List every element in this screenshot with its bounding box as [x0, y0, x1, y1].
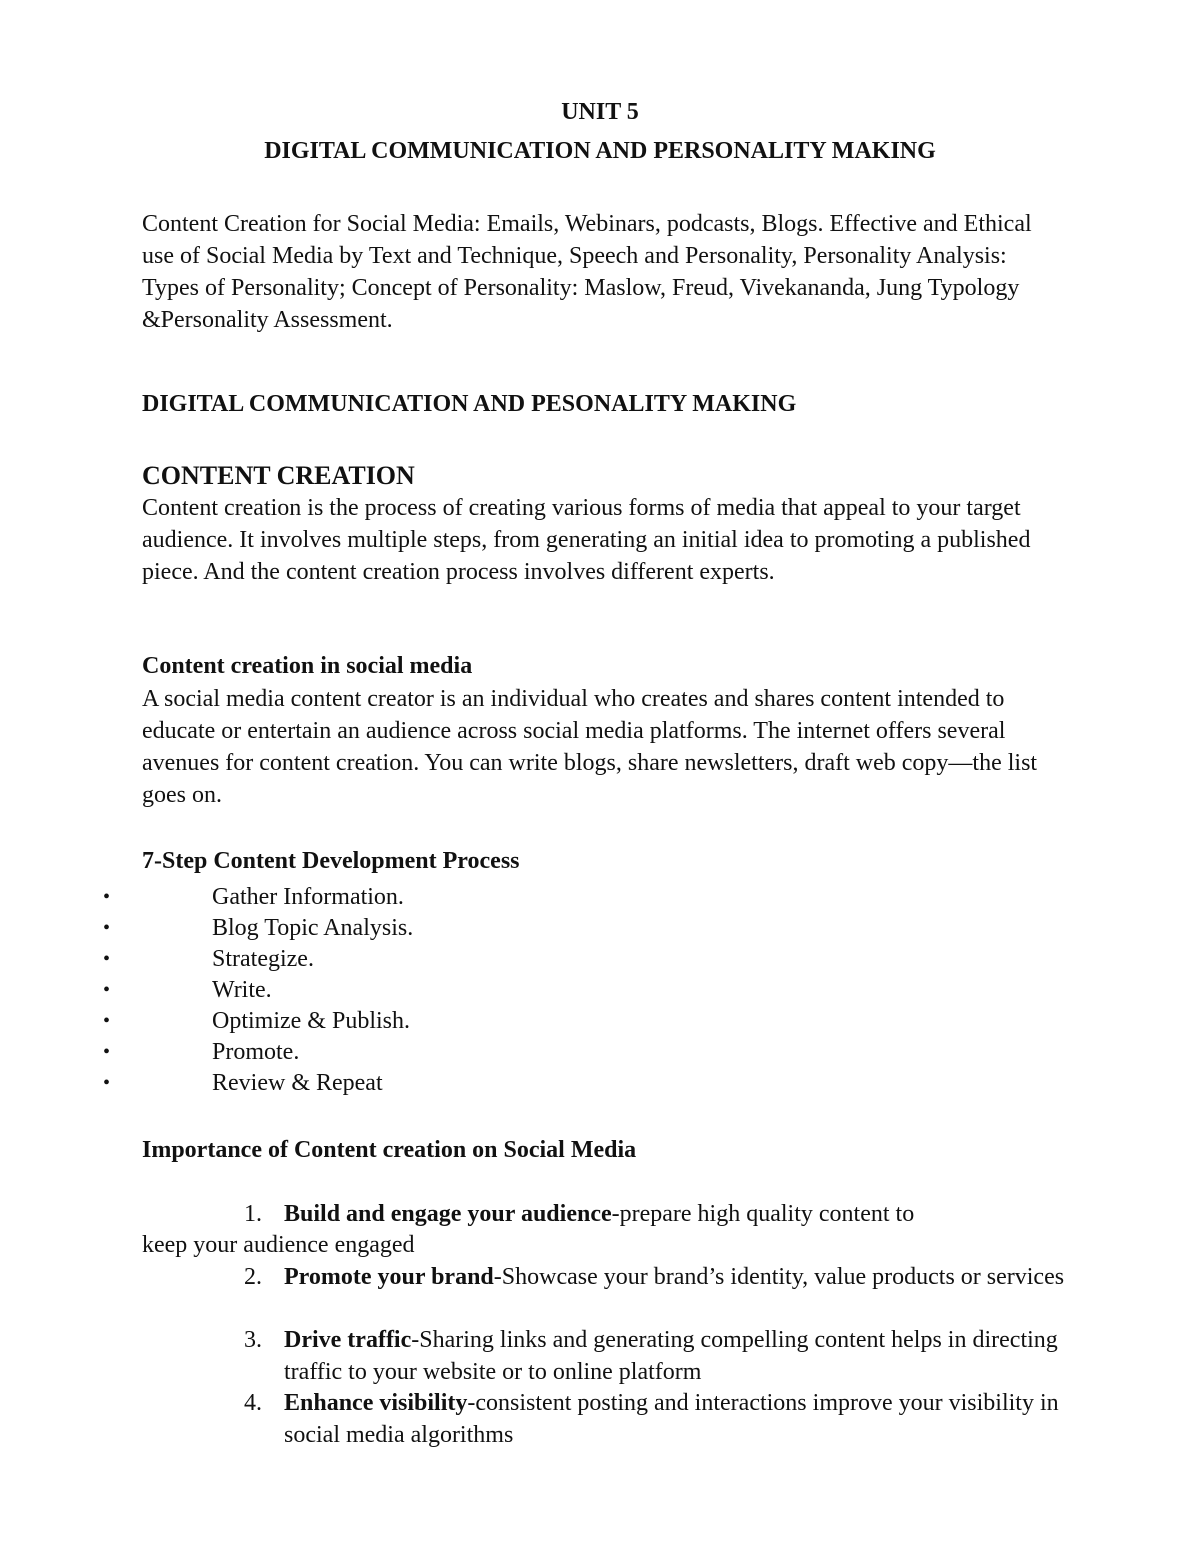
item-text: -Showcase your brand’s identity, value products or services: [493, 1264, 1065, 1290]
bullet-icon: •: [103, 1041, 111, 1063]
list-number: 2.: [244, 1264, 262, 1290]
bullet-icon: •: [103, 948, 111, 970]
list-number: 4.: [244, 1390, 262, 1416]
bullet-icon: •: [103, 917, 111, 939]
social-media-text: A social media content creator is an individual who creates and shares content intended to educate or entertain an audience across social media platforms. The internet offers several avenues for content creation. You can write blogs, share newsletters, draft web copy—the list goes on.: [142, 686, 1038, 808]
social-media-paragraph: [142, 683, 1042, 811]
bullet-icon: •: [103, 979, 111, 1001]
list-item: • Promote.: [0, 1037, 700, 1068]
item-text: -Sharing links and generating compelling content helps in directing traffic to your website or to online platform: [284, 1327, 1058, 1385]
item-title: Enhance visibility: [284, 1390, 468, 1416]
syllabus-paragraph: [142, 208, 1042, 336]
list-number: 1.: [244, 1201, 262, 1227]
unit-title: UNIT 5: [561, 99, 639, 125]
bullet-icon: •: [103, 886, 111, 908]
item-title: Build and engage your audience: [284, 1201, 612, 1227]
item-text: -consistent posting and interactions improve your visibility in social media algorithms: [284, 1390, 1059, 1448]
list-item: • Blog Topic Analysis.: [0, 913, 700, 944]
bullet-icon: •: [103, 1010, 111, 1032]
list-item: • Write.: [0, 975, 700, 1006]
content-creation-text: Content creation is the process of creating various forms of media that appeal to your target audience. It involves multiple steps, from generating an initial idea to promoting a published piece. And the content creation process involves different experts.: [142, 495, 1031, 585]
content-creation-paragraph: [142, 492, 1047, 588]
process-heading: 7-Step Content Development Process: [142, 848, 520, 874]
list-item: • Optimize & Publish.: [0, 1006, 700, 1037]
item-continuation: keep your audience engaged: [142, 1232, 415, 1258]
bullet-icon: •: [103, 1072, 111, 1094]
list-item: • Strategize.: [0, 944, 700, 975]
process-steps-list: [0, 882, 700, 1099]
syllabus-text: Content Creation for Social Media: Emails, Webinars, podcasts, Blogs. Effective and Ethical use of Social Media by Text and Technique, Speech and Personality, Personality Analysis: Types of Personality; Concept of Personality: Maslow, Freud, Vivekananda, Jung Typology &Personality Assessment.: [142, 211, 1032, 333]
item-title: Promote your brand: [284, 1264, 494, 1290]
list-number: 3.: [244, 1327, 262, 1353]
content-creation-heading: CONTENT CREATION: [142, 461, 415, 490]
item-title: Drive traffic: [284, 1327, 412, 1353]
importance-heading: Importance of Content creation on Social Media: [142, 1137, 637, 1163]
social-media-heading: Content creation in social media: [142, 653, 473, 679]
list-item: • Gather Information.: [0, 882, 700, 913]
section-heading: DIGITAL COMMUNICATION AND PESONALITY MAKING: [142, 391, 797, 417]
unit-subtitle: DIGITAL COMMUNICATION AND PERSONALITY MAKING: [264, 138, 936, 164]
list-item: • Review & Repeat: [0, 1068, 700, 1099]
item-text: -prepare high quality content to: [611, 1201, 915, 1227]
